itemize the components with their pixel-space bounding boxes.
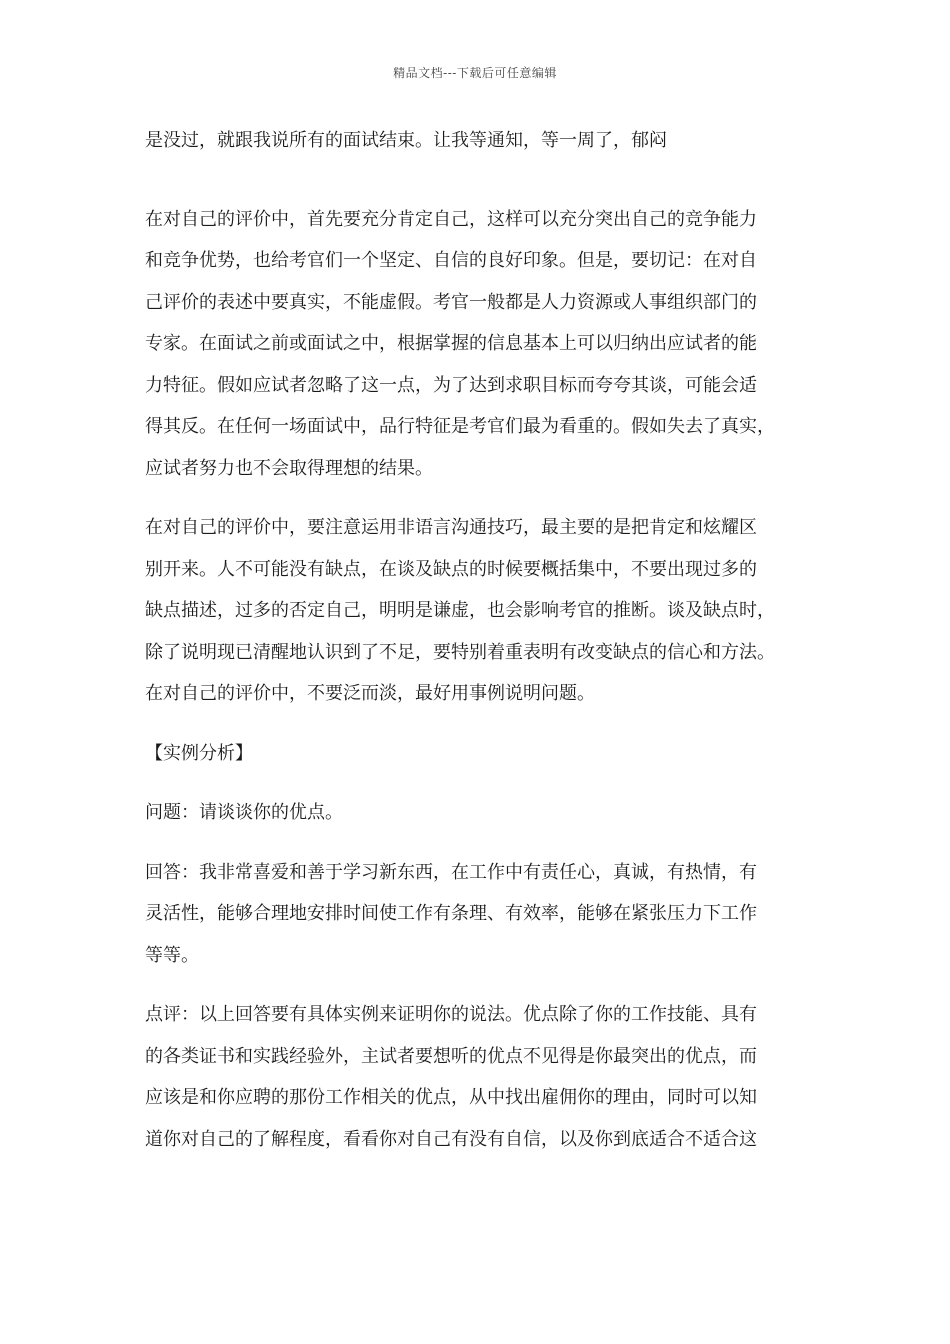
paragraph-nonverbal bbox=[145, 507, 805, 715]
text-line: 力特征。假如应试者忽略了这一点，为了达到求职目标而夸夸其谈，可能会适 bbox=[145, 374, 757, 396]
text-line: 在对自己的评价中，不要泛而淡，最好用事例说明问题。 bbox=[145, 683, 595, 704]
text-line: 和竞争优势，也给考官们一个坚定、自信的良好印象。但是，要切记：在对自 bbox=[145, 250, 757, 271]
text-line: 是没过，就跟我说所有的面试结束。让我等通知，等一周了，郁闷 bbox=[145, 130, 667, 151]
section-heading-example bbox=[145, 733, 805, 775]
text-line: 应试者努力也不会取得理想的结果。 bbox=[145, 457, 433, 479]
text-line: 问题：请谈谈你的优点。 bbox=[145, 802, 343, 823]
paragraph-answer bbox=[145, 852, 805, 977]
text-line: 别开来。人不可能没有缺点，在谈及缺点的时候要概括集中，不要出现过多的 bbox=[145, 558, 757, 580]
paragraph-question bbox=[145, 792, 805, 834]
text-line: 应该是和你应聘的那份工作相关的优点，从中找出雇佣你的理由，同时可以知 bbox=[145, 1087, 757, 1108]
text-line: 回答：我非常喜爱和善于学习新东西，在工作中有责任心，真诚，有热情，有 bbox=[145, 861, 757, 883]
text-line: 专家。在面试之前或面试之中，根据掌握的信息基本上可以归纳出应试者的能 bbox=[145, 333, 757, 354]
paragraph-intro bbox=[145, 120, 805, 162]
text-line: 点评：以上回答要有具体实例来证明你的说法。优点除了你的工作技能、具有 bbox=[145, 1004, 757, 1025]
text-line: 等等。 bbox=[145, 944, 199, 966]
text-line: 缺点描述，过多的否定自己，明明是谦虚，也会影响考官的推断。谈及缺点时， bbox=[145, 600, 775, 621]
text-line: 在对自己的评价中，要注意运用非语言沟通技巧，最主要的是把肯定和炫耀区 bbox=[145, 517, 757, 538]
text-line: 道你对自己的了解程度，看看你对自己有没有自信，以及你到底适合不适合这 bbox=[145, 1128, 757, 1150]
page-header: 精品文档---下载后可任意编辑 bbox=[393, 66, 557, 80]
paragraph-self-evaluation bbox=[145, 199, 805, 490]
document-body bbox=[145, 120, 805, 1160]
text-line: 的各类证书和实践经验外，主试者要想听的优点不见得是你最突出的优点，而 bbox=[145, 1045, 757, 1067]
text-line: 除了说明现已清醒地认识到了不足，要特别着重表明有改变缺点的信心和方法。 bbox=[145, 641, 775, 663]
paragraph-comment bbox=[145, 994, 805, 1160]
text-line: 己评价的表述中要真实，不能虚假。考官一般都是人力资源或人事组织部门的 bbox=[145, 291, 757, 313]
text-line: 得其反。在任何一场面试中，品行特征是考官们最为看重的。假如失去了真实， bbox=[145, 416, 775, 437]
text-line: 在对自己的评价中，首先要充分肯定自己，这样可以充分突出自己的竞争能力 bbox=[145, 208, 757, 230]
text-line: 灵活性，能够合理地安排时间使工作有条理、有效率，能够在紧张压力下工作 bbox=[145, 903, 757, 924]
heading-line: 【实例分析】 bbox=[145, 742, 253, 764]
